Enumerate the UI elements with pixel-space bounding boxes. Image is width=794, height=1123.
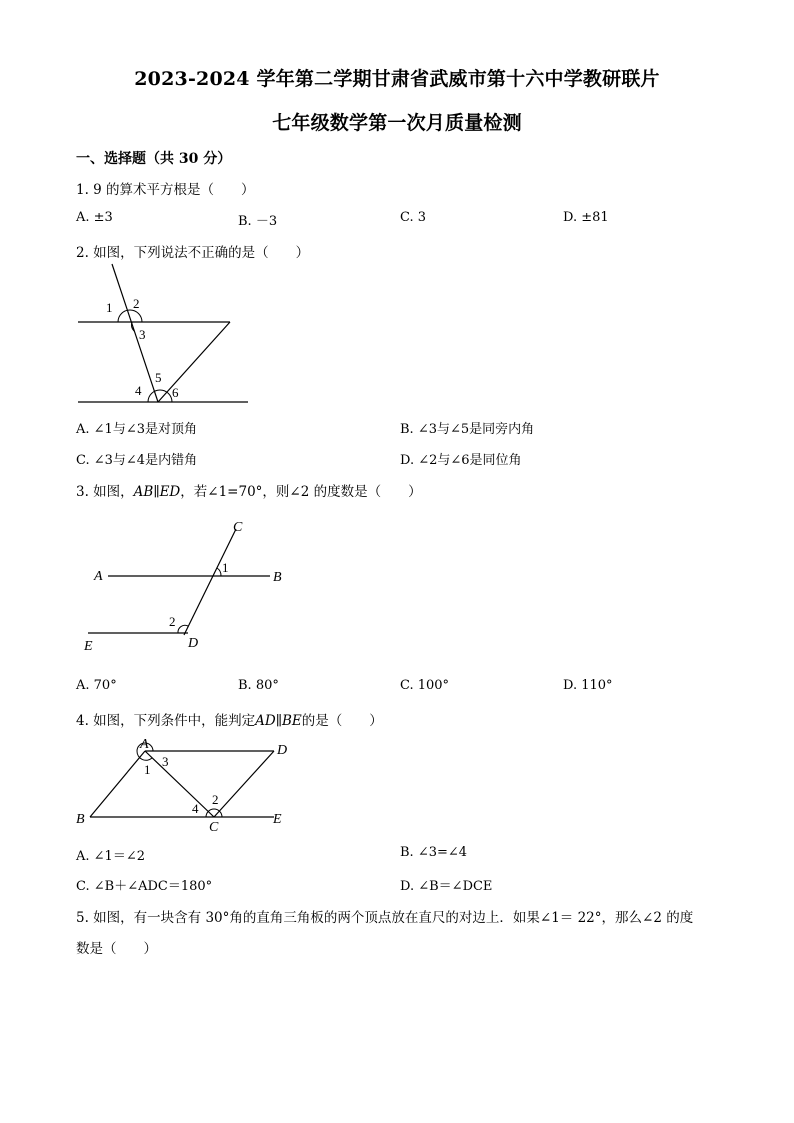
q1-option-d: D. ±81 — [563, 210, 609, 225]
q3-figure — [78, 515, 298, 660]
q3-arc-1 — [217, 568, 221, 576]
q5-stem-line2: 数是（ ） — [76, 941, 157, 957]
q3-option-a: A. 70° — [76, 678, 117, 693]
q4-option-c: C. ∠B＋∠ADC＝180° — [76, 879, 213, 894]
q2-arc-upper — [118, 310, 142, 322]
exam-title-line1: 2023-2024 学年第二学期甘肃省武威市第十六中学教研联片 — [134, 68, 660, 90]
q2-option-d: D. ∠2与∠6是同位角 — [400, 453, 522, 468]
q4-label-3: 3 — [162, 754, 169, 769]
q3-label-e: E — [84, 639, 93, 654]
q4-line-cd — [214, 751, 274, 817]
q3-label-a: A — [94, 569, 103, 584]
q4-label-c: C — [209, 820, 219, 835]
q2-transversal — [112, 264, 158, 402]
q3-option-d: D. 110° — [563, 678, 613, 693]
q4-option-b: B. ∠3=∠4 — [400, 845, 468, 860]
q4-label-2: 2 — [212, 792, 219, 807]
q2-option-c: C. ∠3与∠4是内错角 — [76, 453, 198, 468]
q4-option-a: A. ∠1＝∠2 — [76, 849, 145, 864]
q4-label-1: 1 — [144, 762, 151, 777]
q3-label-1: 1 — [222, 560, 229, 575]
q2-figure — [70, 262, 260, 410]
q4-stem-math: AD∥BE — [255, 713, 302, 729]
q2-option-b: B. ∠3与∠5是同旁内角 — [400, 422, 535, 437]
q3-label-c: C — [233, 520, 243, 535]
q2-label-5: 5 — [155, 370, 162, 385]
q3-stem-suffix: ，若∠1=70°，则∠2 的度数是（ ） — [180, 484, 422, 500]
q1-stem: 1. 9 的算术平方根是（ ） — [76, 182, 255, 198]
exam-title-line2: 七年级数学第一次月质量检测 — [272, 112, 522, 134]
q3-stem-math: AB∥ED — [133, 484, 181, 500]
q4-label-4: 4 — [192, 801, 199, 816]
q2-label-6: 6 — [172, 385, 179, 400]
q4-label-a: A — [140, 737, 149, 752]
q3-label-d: D — [188, 636, 199, 651]
q3-option-b: B. 80° — [238, 678, 279, 693]
q5-stem-line1: 5. 如图，有一块含有 30°角的直角三角板的两个顶点放在直尺的对边上．如果∠1＝ 22°，那么∠2 的度 — [76, 910, 694, 926]
q2-label-3: 3 — [139, 327, 146, 342]
q3-stem-prefix: 3. 如图， — [76, 484, 134, 500]
q4-label-b: B — [76, 812, 85, 827]
q4-line-ab — [90, 751, 145, 817]
q3-line-cd — [184, 529, 236, 635]
q4-option-d: D. ∠B＝∠DCE — [400, 879, 493, 894]
q2-slant-line — [158, 322, 230, 402]
q4-stem — [76, 709, 383, 729]
q3-stem — [76, 480, 422, 500]
q4-line-ac — [145, 751, 214, 817]
q3-label-2: 2 — [169, 614, 176, 629]
q3-label-b: B — [273, 570, 282, 585]
q4-stem-suffix: 的是（ ） — [301, 713, 383, 729]
q4-stem-prefix: 4. 如图，下列条件中，能判定 — [76, 713, 256, 729]
section-heading: 一、选择题（共 30 分） — [76, 151, 232, 167]
q4-label-e: E — [273, 812, 282, 827]
q1-option-b: B. －3 — [238, 214, 278, 229]
q2-label-2: 2 — [133, 296, 140, 311]
q4-label-d: D — [277, 743, 288, 758]
q1-option-c: C. 3 — [400, 210, 427, 225]
q1-option-a: A. ±3 — [76, 210, 113, 225]
q3-option-c: C. 100° — [400, 678, 450, 693]
q4-figure — [72, 735, 302, 835]
q2-option-a: A. ∠1与∠3是对顶角 — [76, 422, 197, 437]
q2-label-1: 1 — [106, 300, 113, 315]
q2-label-4: 4 — [135, 383, 142, 398]
q2-stem: 2. 如图，下列说法不正确的是（ ） — [76, 245, 310, 261]
